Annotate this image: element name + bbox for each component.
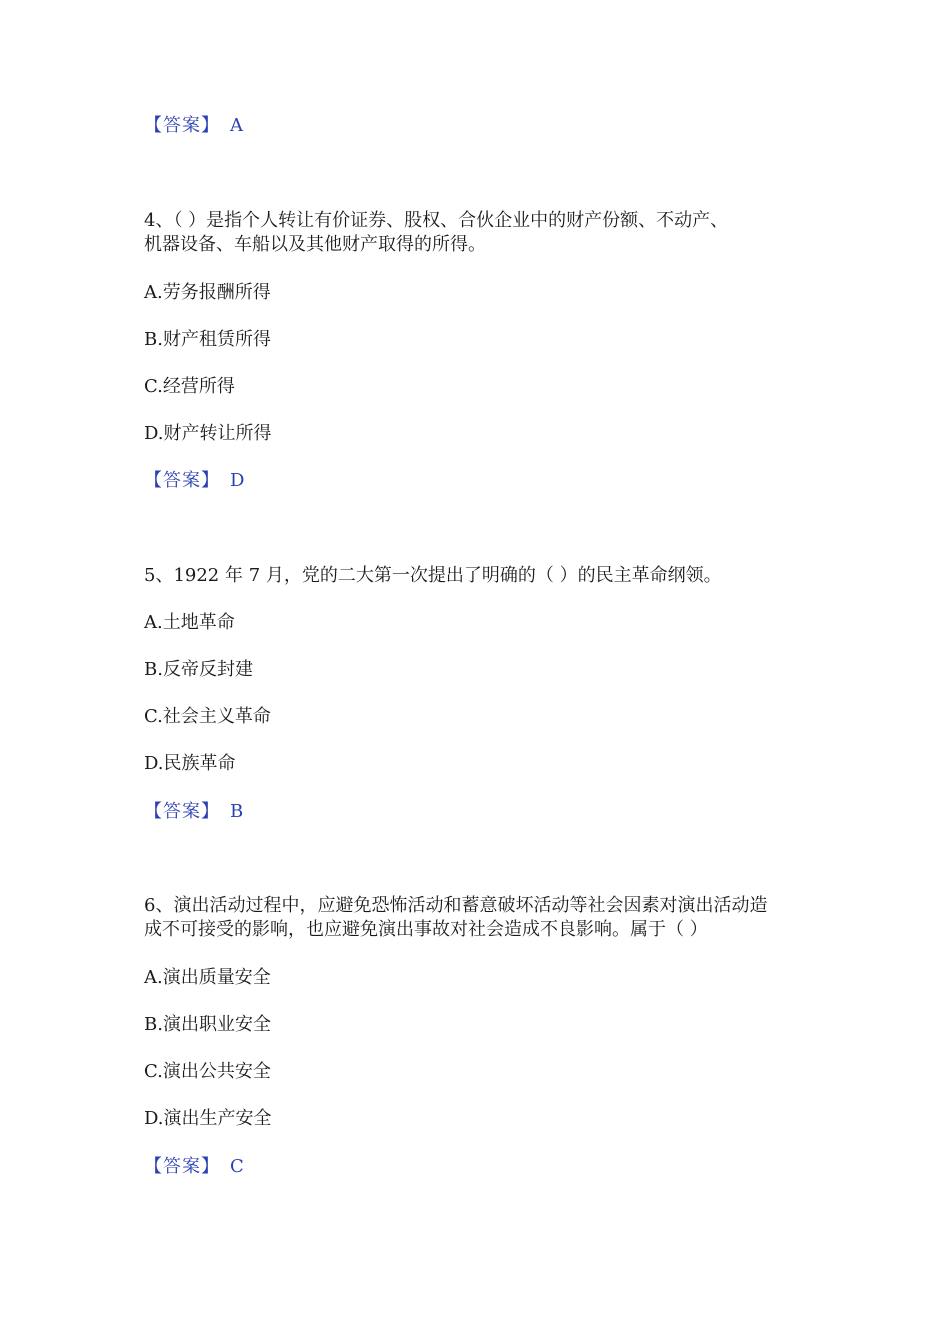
answer-label: 【答案】 — [144, 801, 220, 822]
question-4-stem-line-1: 4、（ ）是指个人转让有价证券、股权、合伙企业中的财产份额、不动产、 — [144, 210, 729, 231]
answer-label: 【答案】 — [144, 470, 220, 491]
question-5-option-b: B.反帝反封建 — [144, 659, 253, 680]
question-5-option-c: C.社会主义革命 — [144, 706, 271, 727]
question-6-stem-line-2: 成不可接受的影响，也应避免演出事故对社会造成不良影响。属于（ ） — [144, 919, 708, 940]
question-5-option-d: D.民族革命 — [144, 753, 236, 774]
answer-line — [144, 114, 243, 138]
question-6-answer — [144, 1155, 244, 1179]
question-6-stem-line-1: 6、演出活动过程中，应避免恐怖活动和蓄意破坏活动等社会因素对演出活动造 — [144, 895, 768, 916]
question-4-option-b: B.财产租赁所得 — [144, 329, 271, 350]
answer-label: 【答案】 — [144, 115, 220, 136]
answer-value: A — [230, 115, 243, 136]
answer-value: D — [230, 470, 245, 491]
answer-label: 【答案】 — [144, 1156, 220, 1177]
question-4-option-d: D.财产转让所得 — [144, 423, 272, 444]
question-5-answer — [144, 800, 243, 824]
question-4-answer — [144, 469, 244, 493]
question-4-stem-line-2: 机器设备、车船以及其他财产取得的所得。 — [144, 234, 486, 255]
answer-value: B — [230, 801, 244, 822]
question-6-option-d: D.演出生产安全 — [144, 1108, 272, 1129]
question-4-option-a: A.劳务报酬所得 — [144, 282, 271, 303]
answer-value: C — [230, 1156, 244, 1177]
question-5-stem-line-1: 5、1922 年 7 月，党的二大第一次提出了明确的（ ）的民主革命纲领。 — [144, 565, 722, 586]
question-4-option-c: C.经营所得 — [144, 376, 235, 397]
question-6-option-c: C.演出公共安全 — [144, 1061, 271, 1082]
question-6-option-b: B.演出职业安全 — [144, 1014, 271, 1035]
question-6-option-a: A.演出质量安全 — [144, 967, 271, 988]
question-5-option-a: A.土地革命 — [144, 612, 235, 633]
